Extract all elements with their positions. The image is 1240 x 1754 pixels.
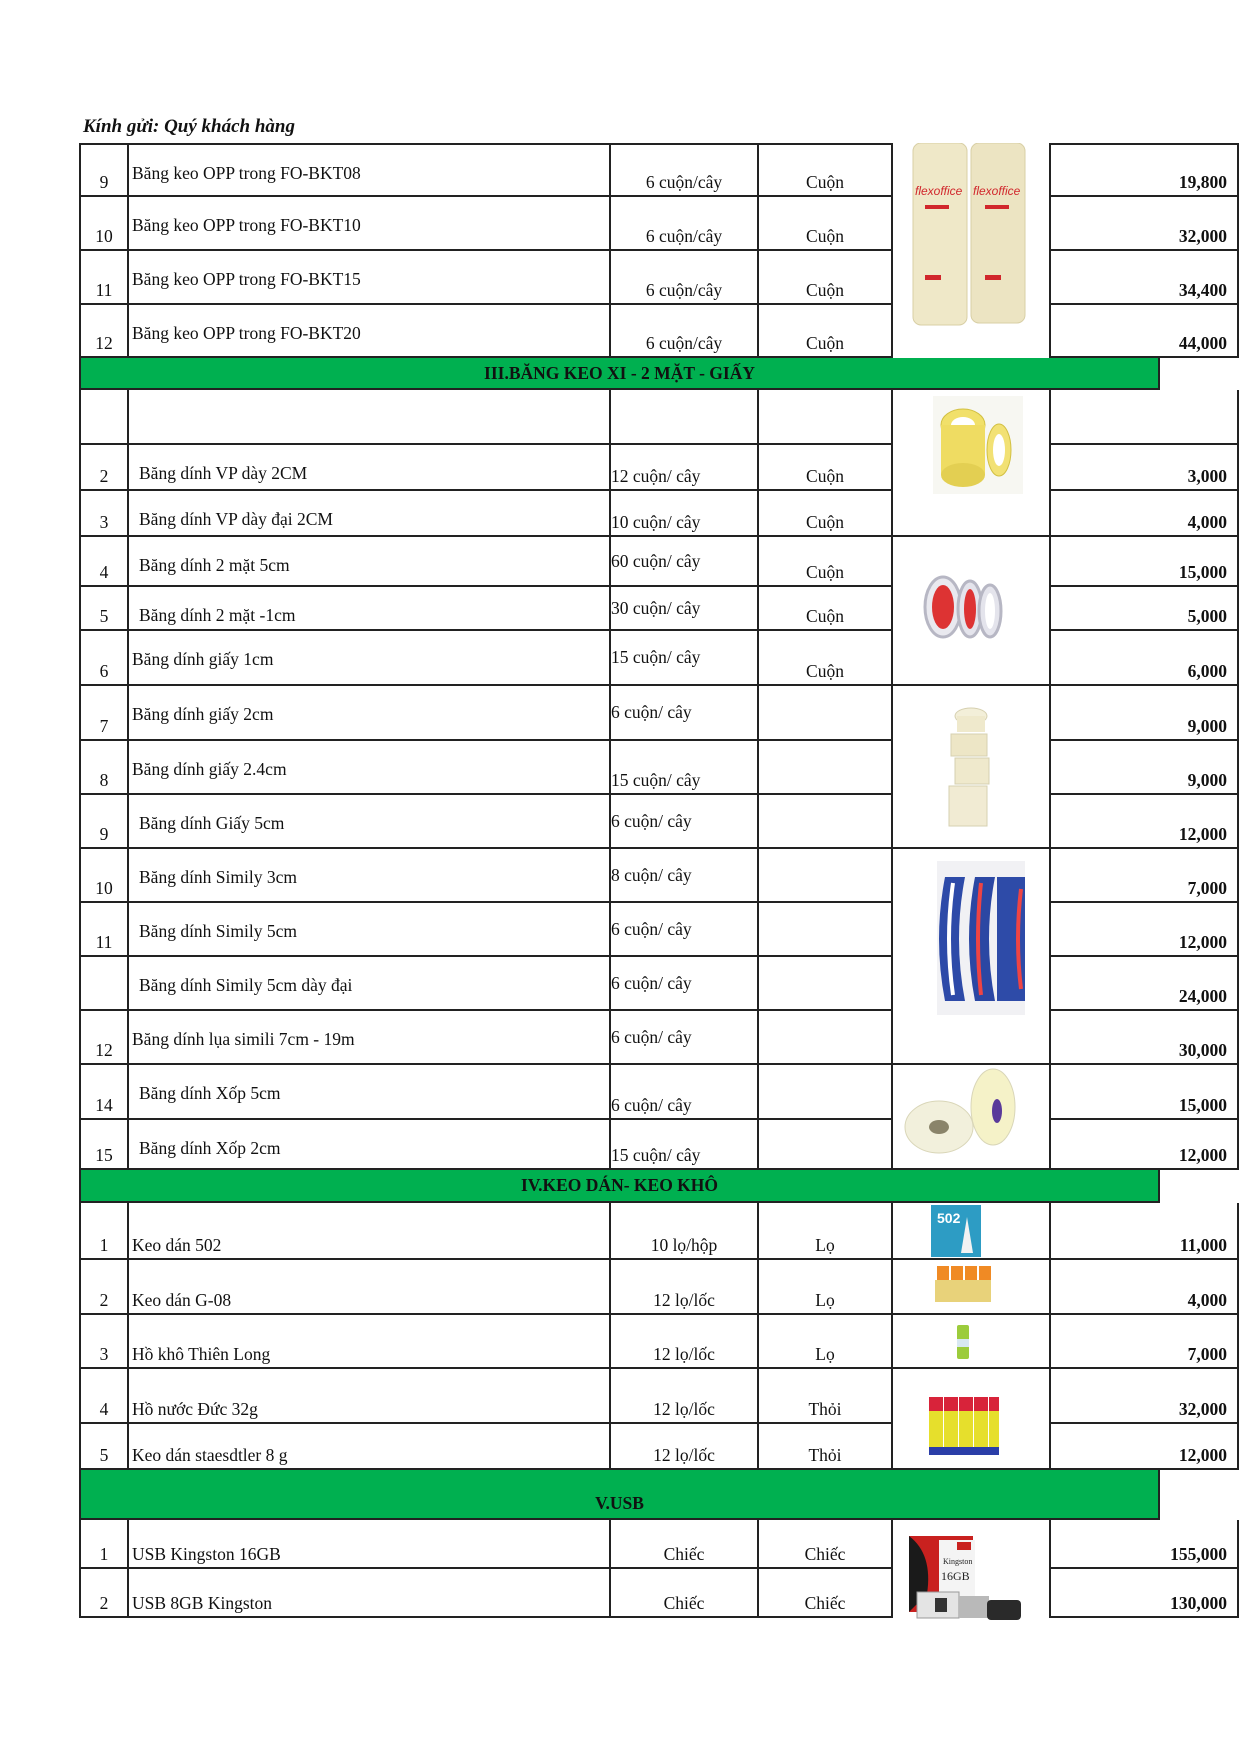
glue-502-label: 502 [937,1210,961,1226]
unit [757,1011,891,1065]
product-name: Băng dính giấy 2.4cm [127,741,609,795]
unit-price: 19,800 [1049,143,1239,197]
double-sided-tape-image-block [891,537,1049,686]
pack-size: 6 cuộn/ cây [609,1011,757,1065]
glue-stick-thienlong-image [957,1325,969,1359]
usb-brand-label: Kingston [943,1557,973,1566]
row-number: 3 [79,1315,127,1369]
glue-g08-image-block [891,1260,1049,1315]
usb-capacity-label: 16GB [941,1569,970,1583]
row-number [79,957,127,1011]
row-number: 9 [79,795,127,849]
pack-size: 6 cuộn/cây [609,305,757,358]
unit-price: 9,000 [1049,686,1239,741]
pack-size [609,390,757,445]
product-name: Băng dính Simily 3cm [127,849,609,903]
row-number: 14 [79,1065,127,1120]
product-name: Hồ khô Thiên Long [127,1315,609,1369]
product-name: Băng keo OPP trong FO-BKT20 [127,305,609,358]
flexoffice-label: flexoffice [915,184,963,198]
section-title: V.USB [595,1493,644,1513]
unit [757,903,891,957]
product-name: Băng dính VP dày đại 2CM [127,491,609,537]
unit-price: 5,000 [1049,587,1239,631]
unit-price: 11,000 [1049,1203,1239,1260]
unit: Cuộn [757,445,891,491]
product-name: Băng dính Simily 5cm [127,903,609,957]
unit: Cuộn [757,631,891,686]
section-title: III.BĂNG KEO XI - 2 MẶT - GIẤY [484,362,755,383]
pack-size: 30 cuộn/ cây [609,587,757,631]
unit: Cuộn [757,305,891,358]
unit-price: 12,000 [1049,795,1239,849]
row-number: 2 [79,1569,127,1618]
product-name: Băng keo OPP trong FO-BKT10 [127,197,609,251]
unit-price: 4,000 [1049,1260,1239,1315]
unit-price: 12,000 [1049,1424,1239,1470]
unit-price: 24,000 [1049,957,1239,1011]
row-number: 11 [79,251,127,305]
clear-tape-image [933,396,1023,494]
section-header [79,1470,1160,1520]
pack-size: 12 lọ/lốc [609,1369,757,1424]
pack-size: 15 cuộn/ cây [609,1120,757,1170]
unit-price: 3,000 [1049,445,1239,491]
unit-price: 4,000 [1049,491,1239,537]
glue-stick-image-block [891,1315,1049,1369]
product-name: Băng dính Xốp 5cm [127,1065,609,1120]
unit: Lọ [757,1260,891,1315]
pack-size: 8 cuộn/ cây [609,849,757,903]
row-number: 10 [79,849,127,903]
product-name: Keo dán staesdtler 8 g [127,1424,609,1470]
simily-tape-image [937,861,1025,1015]
unit-price: 44,000 [1049,305,1239,358]
unit-price: 9,000 [1049,741,1239,795]
unit-price: 7,000 [1049,1315,1239,1369]
unit-price [1049,390,1239,445]
unit-price: 6,000 [1049,631,1239,686]
unit [757,795,891,849]
pack-size: 12 cuộn/ cây [609,445,757,491]
product-name [127,390,609,445]
product-name: Keo dán G-08 [127,1260,609,1315]
pack-size: 6 cuộn/ cây [609,903,757,957]
row-number: 1 [79,1203,127,1260]
product-name: Keo dán 502 [127,1203,609,1260]
product-name: Hồ nước Đức 32g [127,1369,609,1424]
unit: Chiếc [757,1569,891,1618]
pack-size: 6 cuộn/cây [609,251,757,305]
opp-tape-rolls-image [913,143,1025,325]
product-name: Băng dính Giấy 5cm [127,795,609,849]
product-name: USB 8GB Kingston [127,1569,609,1618]
opp-tape-image [891,143,1049,358]
unit-price: 155,000 [1049,1520,1239,1569]
glue-502-image-block [891,1203,1049,1260]
row-number: 4 [79,537,127,587]
unit [757,741,891,795]
unit: Thỏi [757,1424,891,1470]
section-header [79,358,1160,390]
section-title: IV.KEO DÁN- KEO KHÔ [520,1175,719,1195]
pack-size: 10 lọ/hộp [609,1203,757,1260]
pack-size: 12 lọ/lốc [609,1424,757,1470]
pack-size: 12 lọ/lốc [609,1315,757,1369]
unit: Chiếc [757,1520,891,1569]
pack-size: 15 cuộn/ cây [609,741,757,795]
product-name: Băng dính giấy 1cm [127,631,609,686]
glue-502-image [931,1205,981,1257]
product-name: Băng keo OPP trong FO-BKT08 [127,143,609,197]
unit-price: 34,400 [1049,251,1239,305]
pack-size: Chiếc [609,1569,757,1618]
clear-tape-image-block [891,390,1049,537]
row-number: 15 [79,1120,127,1170]
row-number: 8 [79,741,127,795]
pack-size: 6 cuộn/ cây [609,686,757,741]
row-number: 12 [79,305,127,358]
product-name: Băng dính giấy 2cm [127,686,609,741]
unit: Cuộn [757,587,891,631]
product-name: Băng dính 2 mặt -1cm [127,587,609,631]
unit: Cuộn [757,491,891,537]
pack-size: 12 lọ/lốc [609,1260,757,1315]
glue-stick-image-block [891,1369,1049,1470]
product-name: Băng dính VP dày 2CM [127,445,609,491]
masking-tape-image [949,708,989,826]
foam-tape-image [905,1069,1015,1153]
greeting-heading: Kính gửi: Quý khách hàng [83,116,295,137]
pack-size: 6 cuộn/cây [609,197,757,251]
unit: Cuộn [757,197,891,251]
pack-size: 6 cuộn/cây [609,143,757,197]
unit: Cuộn [757,251,891,305]
unit: Cuộn [757,143,891,197]
unit-price: 15,000 [1049,537,1239,587]
unit-price: 32,000 [1049,1369,1239,1424]
row-number: 4 [79,1369,127,1424]
glue-g08-image [935,1266,991,1302]
unit-price: 12,000 [1049,1120,1239,1170]
row-number: 3 [79,491,127,537]
unit-price: 12,000 [1049,903,1239,957]
unit: Thỏi [757,1369,891,1424]
unit-price: 7,000 [1049,849,1239,903]
unit [757,390,891,445]
row-number: 9 [79,143,127,197]
unit-price: 30,000 [1049,1011,1239,1065]
pack-size: 6 cuộn/ cây [609,1065,757,1120]
product-name: Băng keo OPP trong FO-BKT15 [127,251,609,305]
product-name: USB Kingston 16GB [127,1520,609,1569]
row-number: 10 [79,197,127,251]
row-number: 11 [79,903,127,957]
unit-price: 130,000 [1049,1569,1239,1618]
glue-stick-german-image [929,1397,999,1455]
row-number: 1 [79,1520,127,1569]
unit-price: 32,000 [1049,197,1239,251]
pack-size: 15 cuộn/ cây [609,631,757,686]
simily-tape-image-block [891,849,1049,1065]
row-number: 2 [79,1260,127,1315]
product-name: Băng dính 2 mặt 5cm [127,537,609,587]
row-number: 7 [79,686,127,741]
unit: Lọ [757,1315,891,1369]
row-number: 2 [79,445,127,491]
masking-tape-image-block [891,686,1049,849]
usb-kingston-image [899,1534,1031,1620]
unit [757,686,891,741]
section-header [79,1170,1160,1203]
pack-size: 6 cuộn/ cây [609,957,757,1011]
foam-tape-image-block [891,1065,1049,1170]
row-number [79,390,127,445]
pack-size: Chiếc [609,1520,757,1569]
double-sided-tape-image [925,577,1001,637]
row-number: 5 [79,587,127,631]
unit [757,1120,891,1170]
pack-size: 10 cuộn/ cây [609,491,757,537]
row-number: 5 [79,1424,127,1470]
unit-price: 15,000 [1049,1065,1239,1120]
pack-size: 60 cuộn/ cây [609,537,757,587]
unit [757,957,891,1011]
product-name: Băng dính Xốp 2cm [127,1120,609,1170]
unit [757,849,891,903]
pack-size: 6 cuộn/ cây [609,795,757,849]
unit [757,1065,891,1120]
product-name: Băng dính Simily 5cm dày đại [127,957,609,1011]
product-name: Băng dính lụa simili 7cm - 19m [127,1011,609,1065]
flexoffice-label: flexoffice [973,184,1021,198]
unit: Cuộn [757,537,891,587]
row-number: 6 [79,631,127,686]
row-number: 12 [79,1011,127,1065]
unit: Lọ [757,1203,891,1260]
